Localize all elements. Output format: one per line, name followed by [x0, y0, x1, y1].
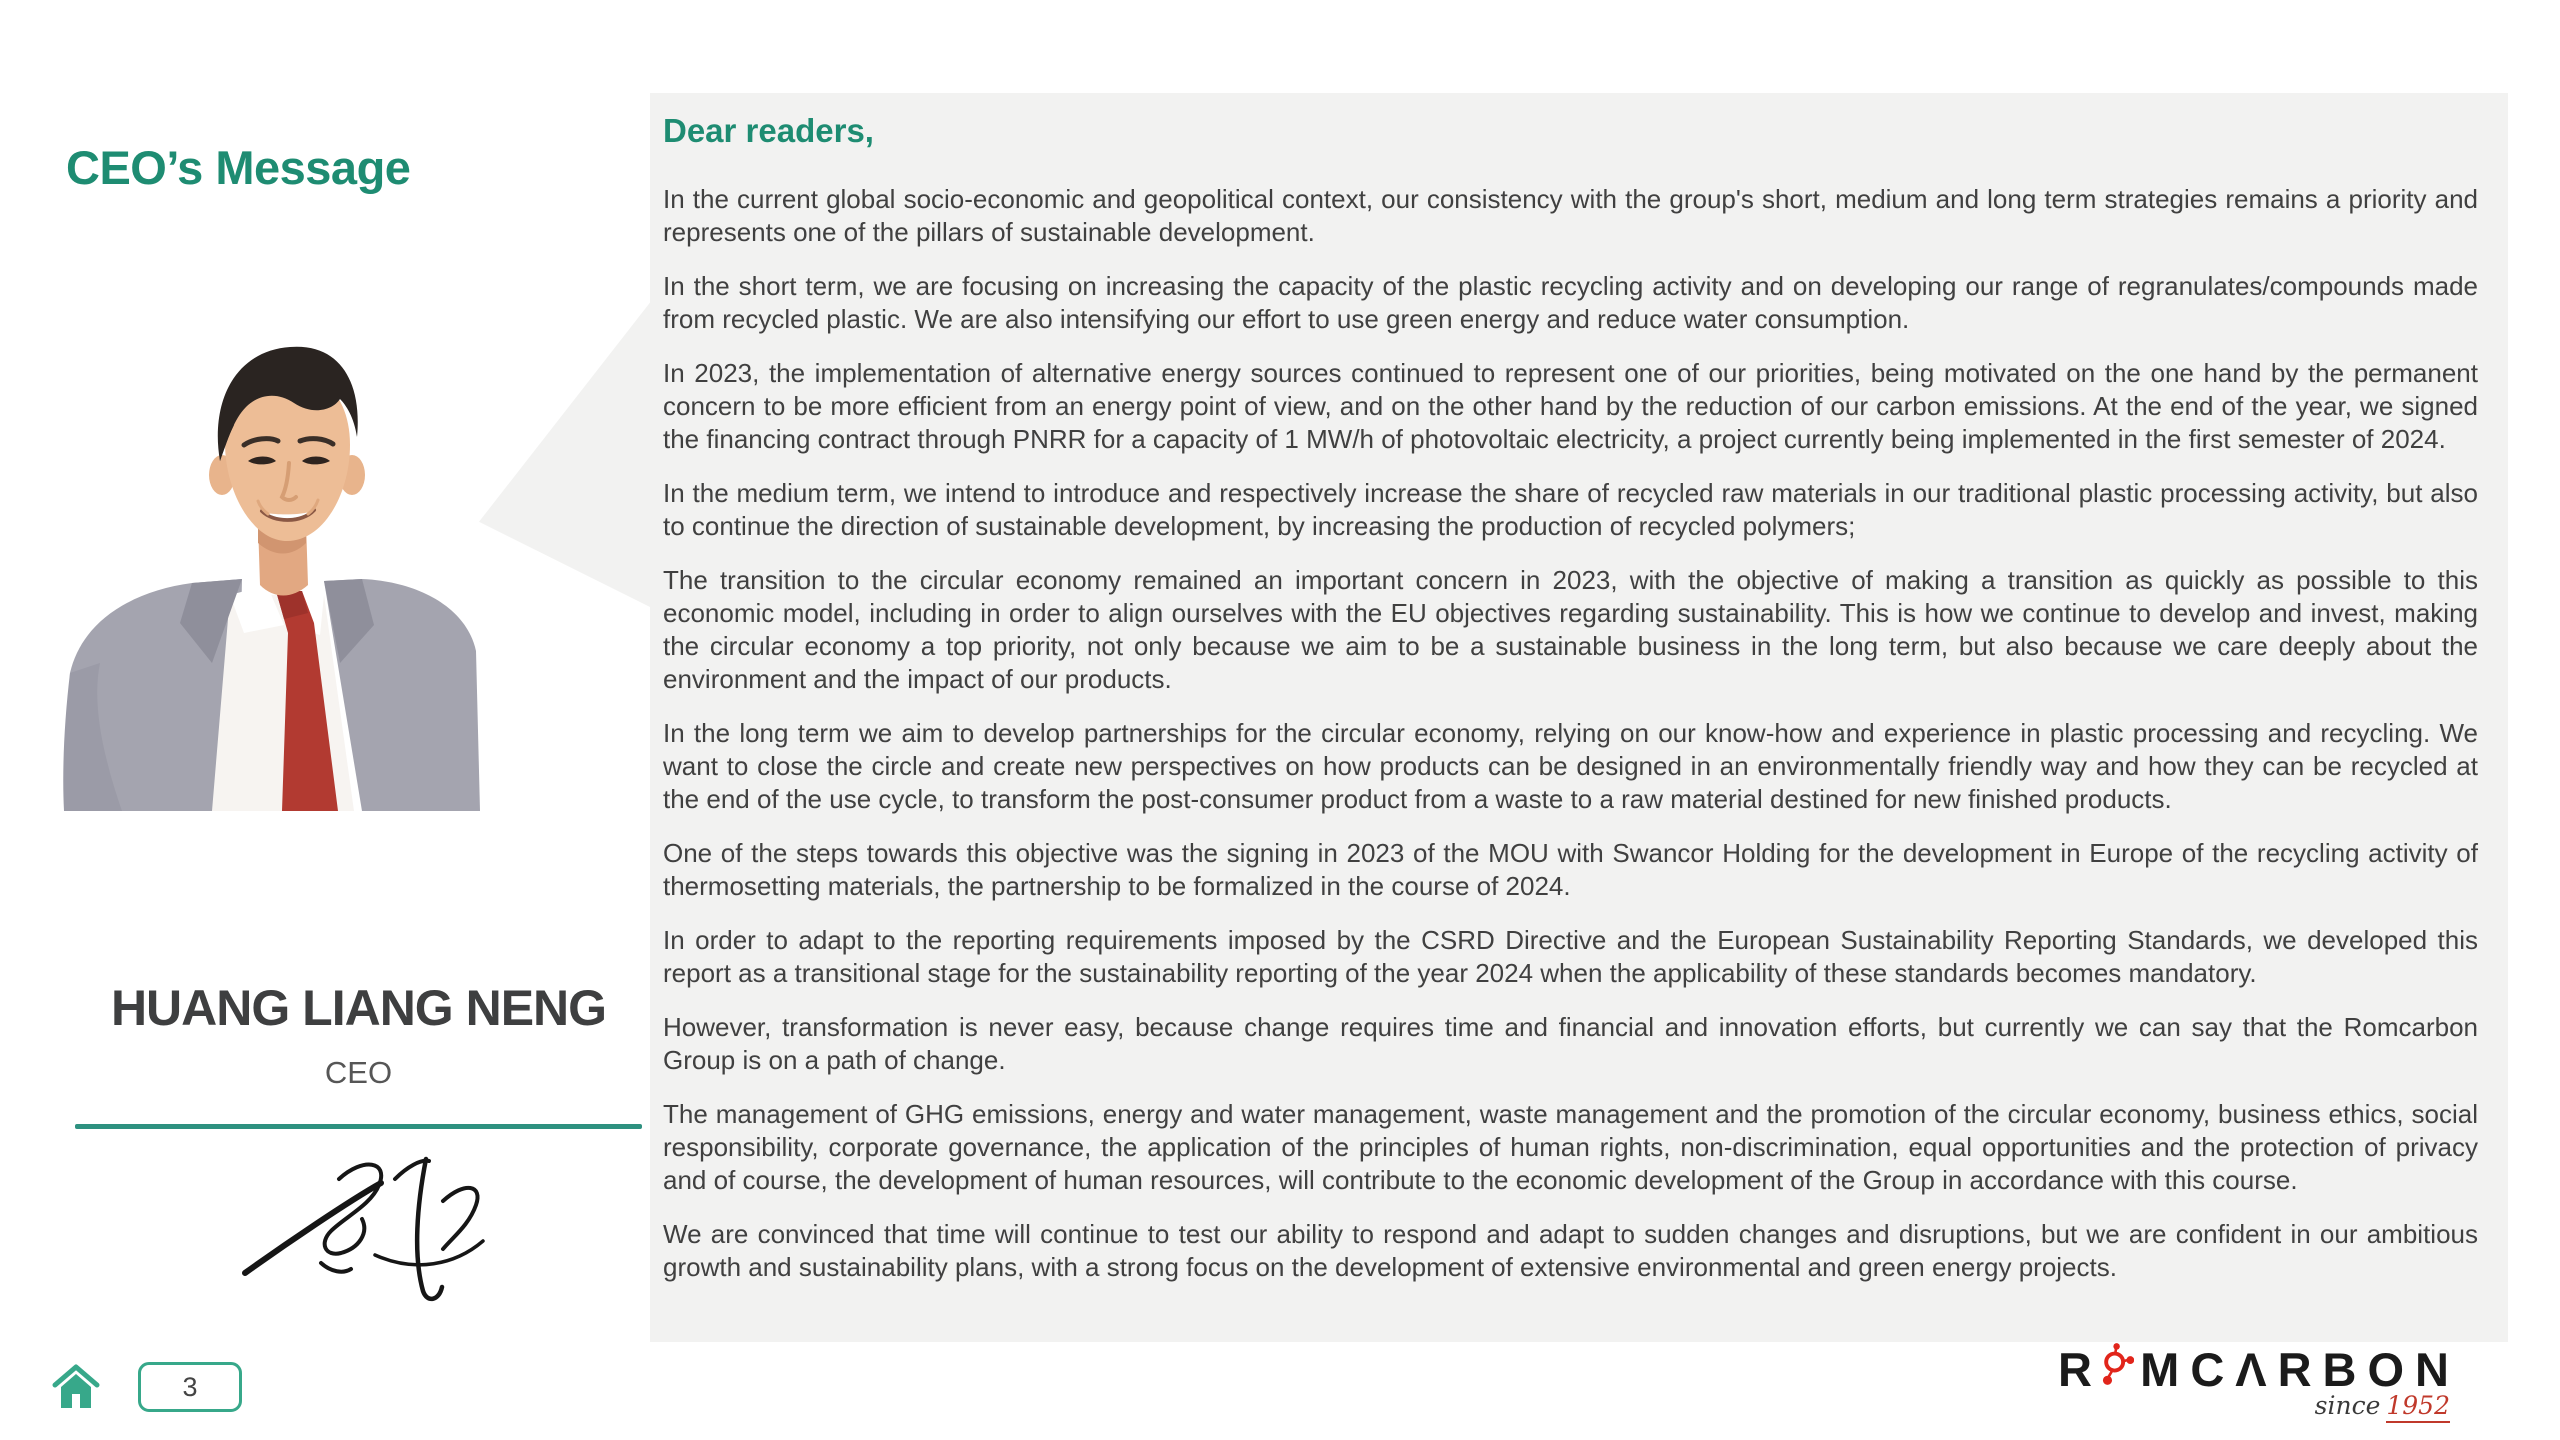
molecule-icon: [2099, 1331, 2134, 1397]
romcarbon-logo: [2058, 1342, 2460, 1420]
message-paragraph: In order to adapt to the reporting requirements imposed by the CSRD Directive and the European Sustainability Reporting Standards, we developed this report as a transitional stage for the sustainability reporting of the year 2024 when the applicability of these standards becomes mandatory.: [663, 925, 2478, 988]
page-title: CEO’s Message: [66, 141, 411, 194]
logo-letter-r: R: [2058, 1343, 2092, 1396]
since-year: 1952: [2386, 1391, 2450, 1423]
signatory-block: [75, 980, 642, 1320]
logo-letters: MCΛRBON: [2140, 1343, 2460, 1396]
message-paragraph: The management of GHG emissions, energy and water management, waste management and the promotion of the circular economy, business ethics, social responsibility, corporate governance, the application of the principles of human rights, non-discrimination, equal opportunities and the protection of privacy and of course, the development of human resources, will contribute to the economic development of the Group in accordance with this course.: [663, 1099, 2478, 1195]
page-number: 3: [182, 1371, 198, 1402]
signature-icon: [229, 1143, 489, 1315]
home-button[interactable]: [52, 1364, 100, 1412]
message-paragraph: In 2023, the implementation of alternative energy sources continued to represent one of our priorities, being motivated on the one hand by the permanent concern to be more efficient from an energy point of view, and on the other hand by the reduction of our carbon emissions. At the end of the year, we signed the financing contract through PNRR for a capacity of 1 MW/h of photovoltaic electricity, a project currently being implemented in the first semester of 2024.: [663, 358, 2478, 454]
message-paragraph: However, transformation is never easy, because change requires time and financial and innovation efforts, but currently we can say that the Romcarbon Group is on a path of change.: [663, 1012, 2478, 1075]
panel-tail-triangle: [479, 300, 652, 608]
message-paragraph: In the long term we aim to develop partnerships for the circular economy, relying on our know-how and experience in plastic processing and recycling. We want to close the circle and create new perspectives on how products can be designed in an environmentally friendly way and how they can be recycled at the end of the use cycle, to transform the post-consumer product from a waste to a raw material destined for new finished products.: [663, 718, 2478, 814]
message-panel: [650, 93, 2508, 1342]
ceo-name: HUANG LIANG NENG: [110, 980, 607, 1036]
message-paragraph: In the medium term, we intend to introduce and respectively increase the share of recycled raw materials in our traditional plastic processing activity, but also to continue the direction of sustainable development, by increasing the production of recycled polymers;: [663, 478, 2478, 541]
ceo-photo: [62, 333, 482, 811]
signature-divider: [75, 1124, 642, 1129]
home-icon: [52, 1364, 100, 1412]
ceo-role: CEO: [324, 1055, 393, 1090]
ceo-portrait-illustration: [62, 333, 482, 811]
message-paragraph: We are convinced that time will continue to test our ability to respond and adapt to sudden changes and disruptions, but we are confident in our ambitious growth and sustainability plans, with a strong focus on the development of extensive environmental and green energy projects.: [663, 1219, 2478, 1282]
logo-wordmark: [2058, 1342, 2460, 1397]
message-paragraph: In the current global socio-economic and geopolitical context, our consistency with the group's short, medium and long term strategies remains a priority and represents one of the pillars of sustainable development.: [663, 184, 2478, 247]
since-label: since: [2314, 1391, 2381, 1420]
ceo-signature: [75, 1143, 642, 1320]
message-paragraph: In the short term, we are focusing on increasing the capacity of the plastic recycling activity and on developing our range of regranulates/compounds made from recycled plastic. We are also intensifying our effort to use green energy and reduce water consumption.: [663, 271, 2478, 334]
message-paragraph: One of the steps towards this objective was the signing in 2023 of the MOU with Swancor Holding for the development in Europe of the recycling activity of thermosetting materials, the partnership to be formalized in the course of 2024.: [663, 838, 2478, 901]
page-number-box: [138, 1362, 242, 1412]
message-paragraph: The transition to the circular economy remained an important concern in 2023, with the objective of making a transition as quickly as possible to this economic model, including in order to align ourselves with the EU objectives regarding sustainability. This is how we continue to develop and invest, making the circular economy a top priority, not only because we aim to be a sustainable business in the long term, but also because we care deeply about the environment and the impact of our products.: [663, 565, 2478, 694]
greeting: Dear readers,: [663, 112, 874, 149]
